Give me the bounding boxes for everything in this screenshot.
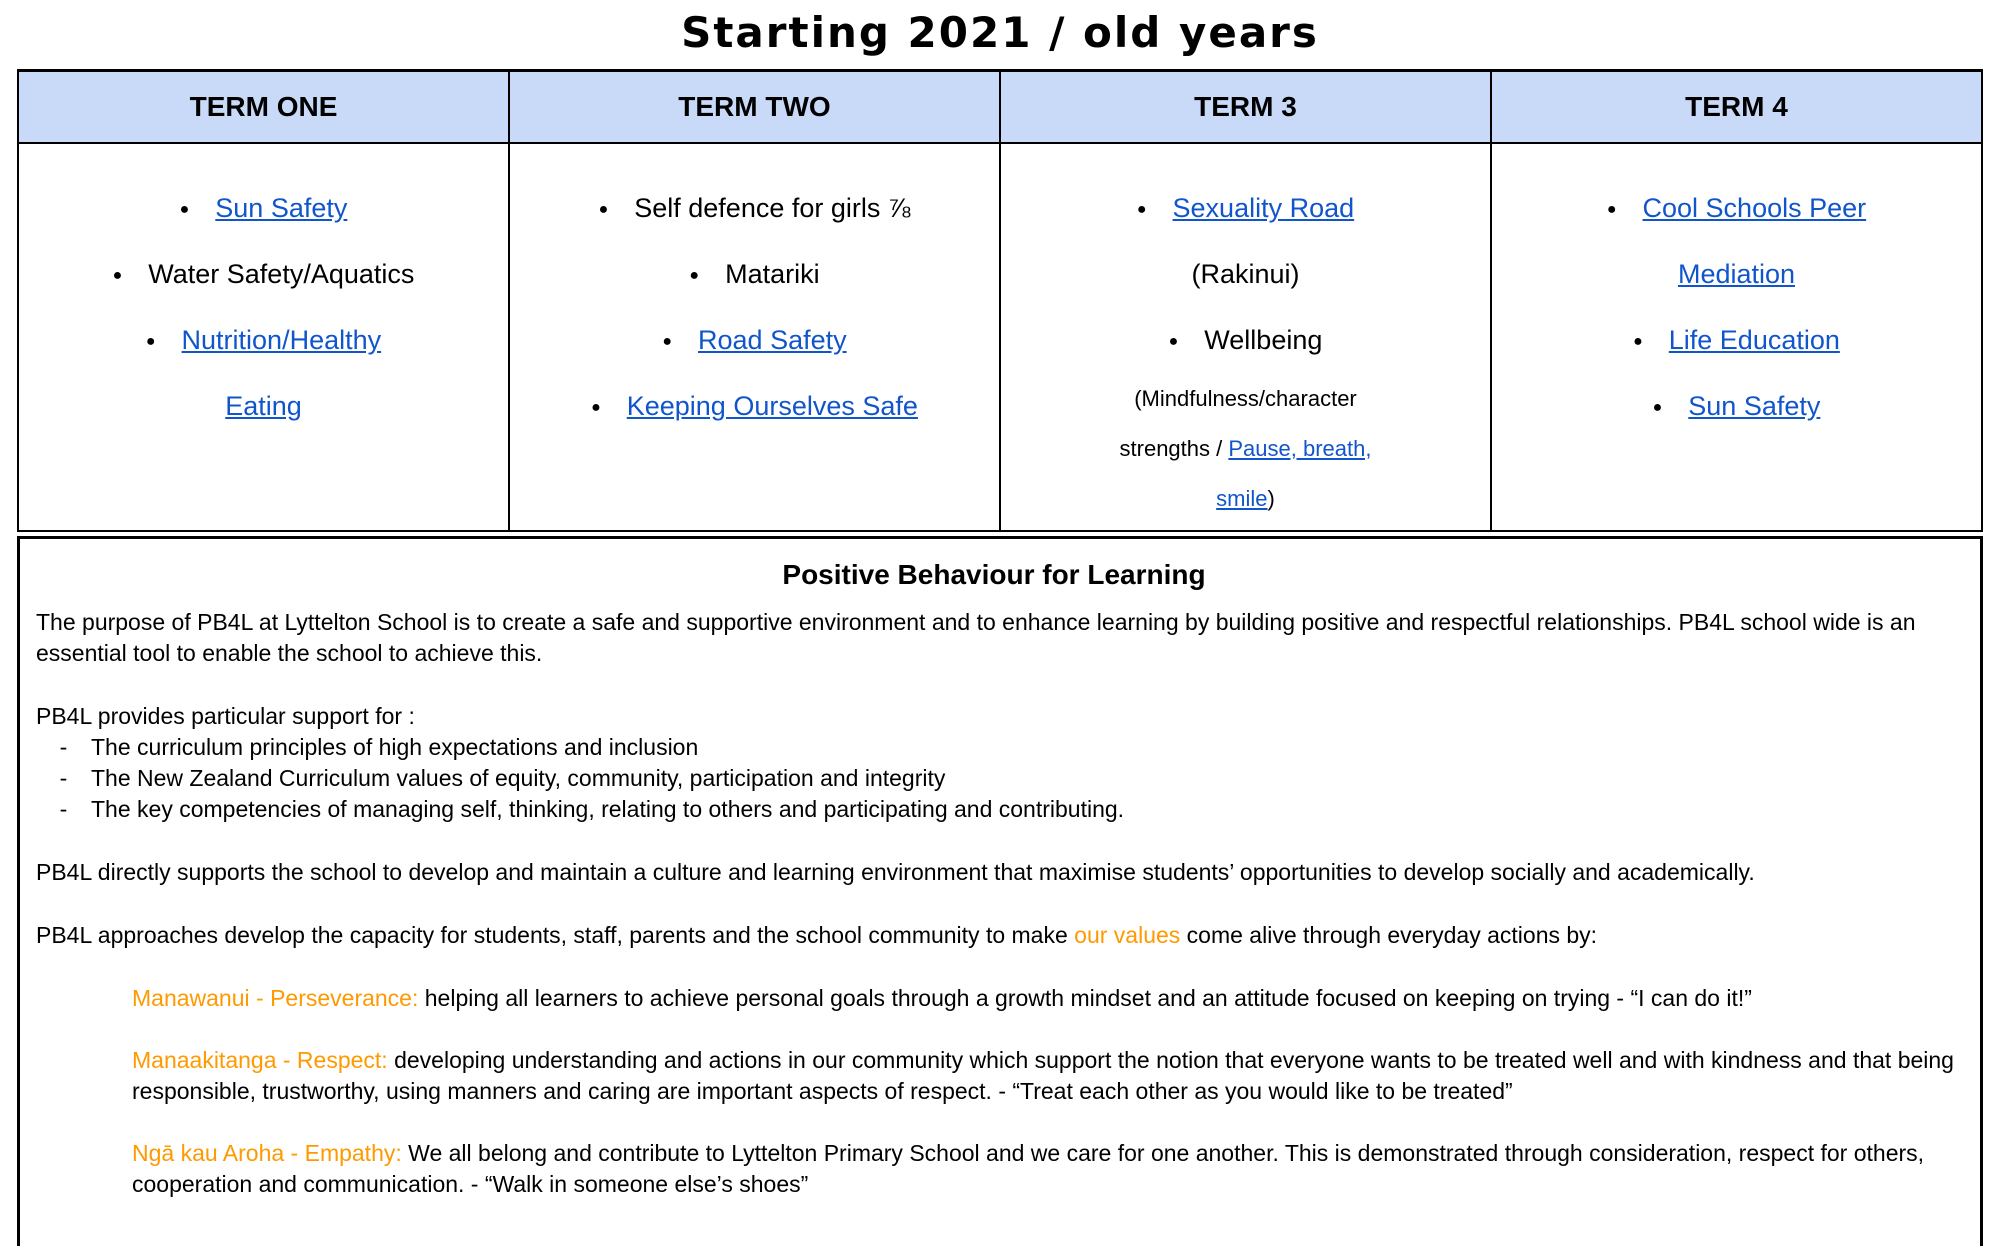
closing-paren-label: ) [1267,485,1275,511]
bullet-icon: ● [1136,200,1147,218]
pb4l-approaches-paragraph [36,920,1956,951]
list-item [1001,308,1490,374]
pb4l-support-intro: PB4L provides particular support for : [36,702,415,729]
pb4l-purpose-paragraph: The purpose of PB4L at Lyttelton School is to create a safe and supportive environment and to enhance learning by building positive and respectful relationships. PB4L school wide is an essential tool to enable the school to achieve this. [36,608,1916,666]
value-empathy-paragraph [132,1138,1956,1200]
bullet-icon: ● [1633,332,1643,350]
list-item [19,308,508,374]
term-4-cell [1491,143,1982,531]
bullet-icon: ● [179,200,190,218]
value-perseverance-paragraph [132,983,1956,1014]
pb4l-directly-supports-paragraph: PB4L directly supports the school to develop and maintain a culture and learning environment that maximise students’ opportunities to develop socially and academically. [36,858,1755,885]
mindfulness-note-line1 [1001,374,1490,424]
perseverance-label: Manawanui - Perseverance: [132,984,419,1011]
strengths-label: strengths / [1119,435,1229,461]
list-item [19,242,508,308]
bullet-icon: ● [145,332,156,350]
list-item-continuation [1492,242,1981,308]
list-item [36,763,1956,794]
list-item-continuation [19,374,508,440]
perseverance-text: helping all learners to achieve personal goals through a growth mindset and an attitude focused on keeping on trying - “I can do it!” [418,984,1752,1011]
value-respect-paragraph [132,1045,1956,1107]
header-term-one: TERM ONE [18,71,509,143]
link-cool-schools-line2[interactable]: Mediation [1677,259,1796,289]
respect-label: Manaakitanga - Respect: [132,1046,388,1073]
terms-header-row [18,71,1982,143]
link-sun-safety-term4[interactable]: Sun Safety [1688,391,1821,421]
list-item [510,374,999,440]
list-item [1492,308,1981,374]
list-item [19,176,508,242]
list-item [36,794,1956,825]
link-nutrition-line1[interactable]: Nutrition/Healthy [181,325,382,355]
approaches-text-after: come alive through everyday actions by: [1180,921,1598,948]
page-title: Starting 2021 / old years [681,8,1319,57]
support-item-1: The curriculum principles of high expectations and inclusion [91,733,699,760]
link-pause-breath[interactable]: Pause, breath, [1228,435,1372,461]
terms-table [17,69,1983,532]
link-cool-schools-line1[interactable]: Cool Schools Peer [1642,193,1867,223]
empathy-text: We all belong and contribute to Lyttelton Primary School and we care for one another. This is demonstrated through consideration, respect for others, cooperation and communication. - “Walk in someone else’s shoes” [132,1139,1925,1197]
header-term-3: TERM 3 [1000,71,1491,143]
rakinui-label: (Rakinui) [1191,259,1300,289]
bullet-icon: ● [662,332,673,350]
bullet-icon: ● [1168,332,1179,350]
self-defence-label: Self defence for girls ⅞ [634,193,911,223]
mindfulness-note-text: (Mindfulness/character [1134,385,1357,411]
support-item-2: The New Zealand Curriculum values of equity, community, participation and integrity [91,764,946,791]
respect-text: developing understanding and actions in our community which support the notion that everyone wants to be treated well and with kindness and that being responsible, trustworthy, using manners and caring are important aspects of respect. - “Treat each other as you would like to be treated” [132,1046,1954,1104]
terms-body-row [18,143,1982,531]
header-term-4: TERM 4 [1491,71,1982,143]
link-sun-safety-term1[interactable]: Sun Safety [215,193,348,223]
link-sexuality-road[interactable]: Sexuality Road [1172,193,1355,223]
link-life-education[interactable]: Life Education [1668,325,1840,355]
pb4l-heading: Positive Behaviour for Learning [782,558,1206,590]
list-item [510,242,999,308]
link-keeping-ourselves-safe[interactable]: Keeping Ourselves Safe [626,391,918,421]
dash-bullet-icon: - [59,795,68,822]
approaches-text-before: PB4L approaches develop the capacity for students, staff, parents and the school community to make [36,921,1075,948]
empathy-label: Ngā kau Aroha - Empathy: [132,1139,402,1166]
bullet-icon: ● [1606,200,1617,218]
our-values-highlight: our values [1074,921,1181,948]
term-one-cell [18,143,509,531]
matariki-label: Matariki [725,259,820,289]
bullet-icon: ● [112,266,123,284]
bullet-icon: ● [1652,398,1663,416]
list-item-continuation [1001,242,1490,308]
wellbeing-label: Wellbeing [1204,325,1323,355]
list-item [1492,374,1981,440]
mindfulness-note-line3 [1001,474,1490,524]
term-two-cell [509,143,1000,531]
pb4l-section [17,536,1983,1246]
list-item [36,732,1956,763]
list-item [1001,176,1490,242]
list-item [1492,176,1981,242]
bullet-icon: ● [598,200,609,218]
pb4l-support-list [36,732,1956,825]
list-item [510,176,999,242]
dash-bullet-icon: - [59,733,68,760]
link-smile[interactable]: smile [1216,485,1268,511]
list-item [510,308,999,374]
link-nutrition-line2[interactable]: Eating [225,391,302,421]
bullet-icon: ● [591,398,601,416]
header-term-two: TERM TWO [509,71,1000,143]
link-road-safety[interactable]: Road Safety [698,325,847,355]
support-item-3: The key competencies of managing self, thinking, relating to others and participating and contributing. [91,795,1125,822]
mindfulness-note-line2 [1001,424,1490,474]
water-safety-label: Water Safety/Aquatics [148,259,415,289]
term-3-cell [1000,143,1491,531]
bullet-icon: ● [689,266,700,284]
dash-bullet-icon: - [59,764,68,791]
